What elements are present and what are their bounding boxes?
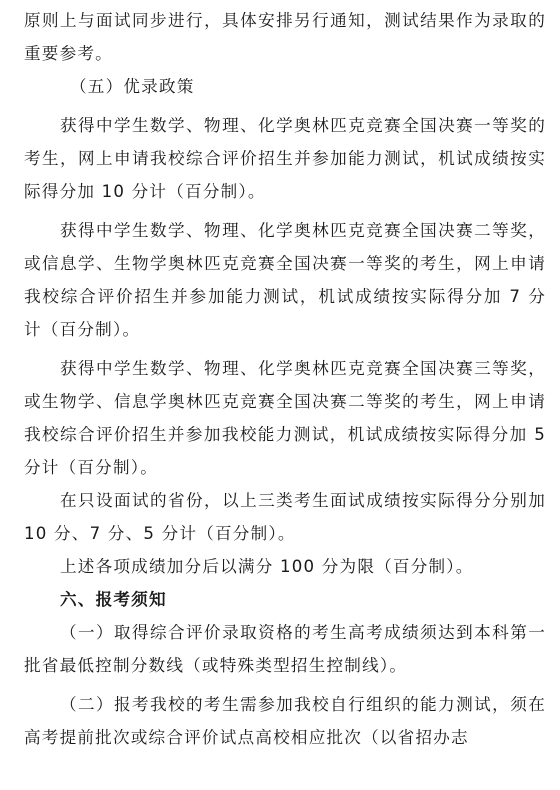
section-heading-preferential-admission: （五）优录政策 <box>70 77 195 96</box>
section-heading-application-notes: 六、报考须知 <box>60 590 167 609</box>
paragraph-continuation: 原则上与面试同步进行，具体安排另行通知，测试结果作为录取的重要参考。 <box>24 11 546 63</box>
paragraph-score-cap: 上述各项成绩加分后以满分 100 分为限（百分制）。 <box>60 557 474 576</box>
paragraph-note-two: （二）报考我校的考生需参加我校自行组织的能力测试，须在高考提前批次或综合评价试点高校相应批次（以省招办志 <box>24 695 546 747</box>
document-page <box>24 4 546 754</box>
paragraph-interview-only: 在只设面试的省份，以上三类考生面试成绩按实际得分分别加 10 分、7 分、5 分计（百分制）。 <box>24 491 546 543</box>
paragraph-second-prize: 获得中学生数学、物理、化学奥林匹克竞赛全国决赛二等奖，或信息学、生物学奥林匹克竞赛全国决赛一等奖的考生，网上申请我校综合评价招生并参加能力测试，机试成绩按实际得分加 7 分计（百分制）。 <box>24 221 546 339</box>
paragraph-first-prize: 获得中学生数学、物理、化学奥林匹克竞赛全国决赛一等奖的考生，网上申请我校综合评价招生并参加能力测试，机试成绩按实际得分加 10 分计（百分制）。 <box>24 116 546 201</box>
paragraph-note-one: （一）取得综合评价录取资格的考生高考成绩须达到本科第一批省最低控制分数线（或特殊类型招生控制线）。 <box>24 623 546 675</box>
paragraph-third-prize: 获得中学生数学、物理、化学奥林匹克竞赛全国决赛三等奖，或生物学、信息学奥林匹克竞赛全国决赛二等奖的考生，网上申请我校综合评价招生并参加我校能力测试，机试成绩按实际得分加 5 分计（百分制）。 <box>24 359 546 477</box>
